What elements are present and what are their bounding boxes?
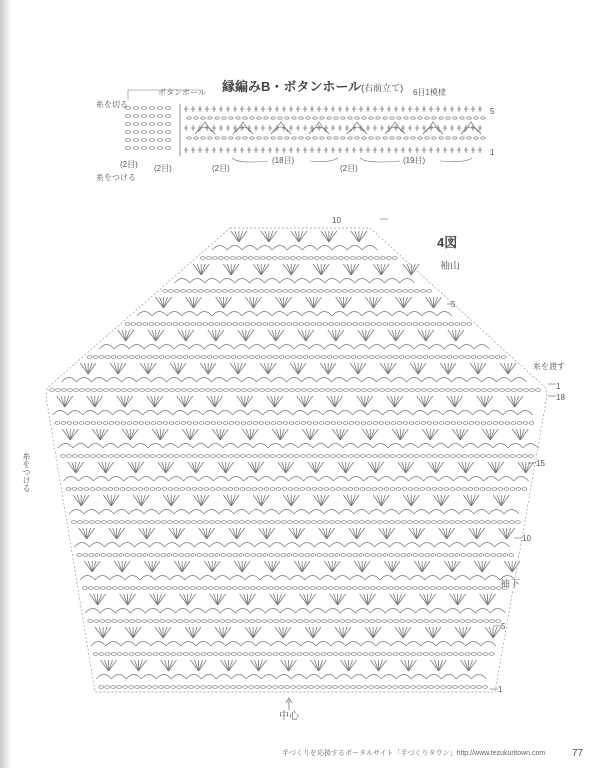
edging-count-19: (19目) [403, 156, 426, 165]
edging-row-1: 1 [490, 148, 495, 157]
underarm-label: 袖下 [500, 579, 520, 590]
row-15: 15 [536, 459, 545, 468]
edging-stitch-chart [126, 90, 486, 162]
row-5-top: 5 [451, 300, 456, 309]
attach-yarn-label: 糸をつける [96, 173, 136, 182]
edging-count-18: (18目) [272, 156, 295, 165]
page-number: 77 [572, 748, 584, 759]
edging-title-text: 縁編みB・ボタンホール [222, 79, 362, 94]
edging-count-2c: (2目) [212, 164, 230, 173]
row-1-bottom: 1 [498, 685, 503, 694]
row-18: 18 [556, 393, 565, 402]
edging-count-2d: (2目) [340, 164, 358, 173]
center-label: 中心 [279, 711, 299, 722]
edging-title-note: (右前立て) [361, 83, 404, 93]
edging-count-2a: (2目) [120, 160, 138, 169]
row-5-side: 5 [501, 622, 506, 631]
attach-yarn-side-label: 糸をつける [22, 452, 31, 492]
figure-label: 4図 [437, 235, 458, 250]
row-1-top: 1 [556, 382, 561, 391]
row-10-side: 10 [522, 534, 531, 543]
footer-text: 手づくりを応援するポータルサイト「手づくりタウン」http://www.tezukuritown.com [282, 750, 546, 757]
buttonhole-label: ボタンホール [158, 88, 206, 97]
edging-count-2b: (2目) [154, 164, 172, 173]
cut-yarn-label: 糸を切る [96, 100, 128, 109]
sleeve-cap-label: 袖山 [440, 261, 460, 272]
edging-row-5: 5 [490, 107, 495, 116]
sleeve-stitch-chart [46, 228, 547, 692]
repeat-label: 6目1模様 [413, 88, 446, 97]
row-marker-lines [286, 216, 556, 710]
pass-yarn-label: 糸を渡す [533, 362, 565, 371]
row-10-top: 10 [332, 216, 341, 225]
